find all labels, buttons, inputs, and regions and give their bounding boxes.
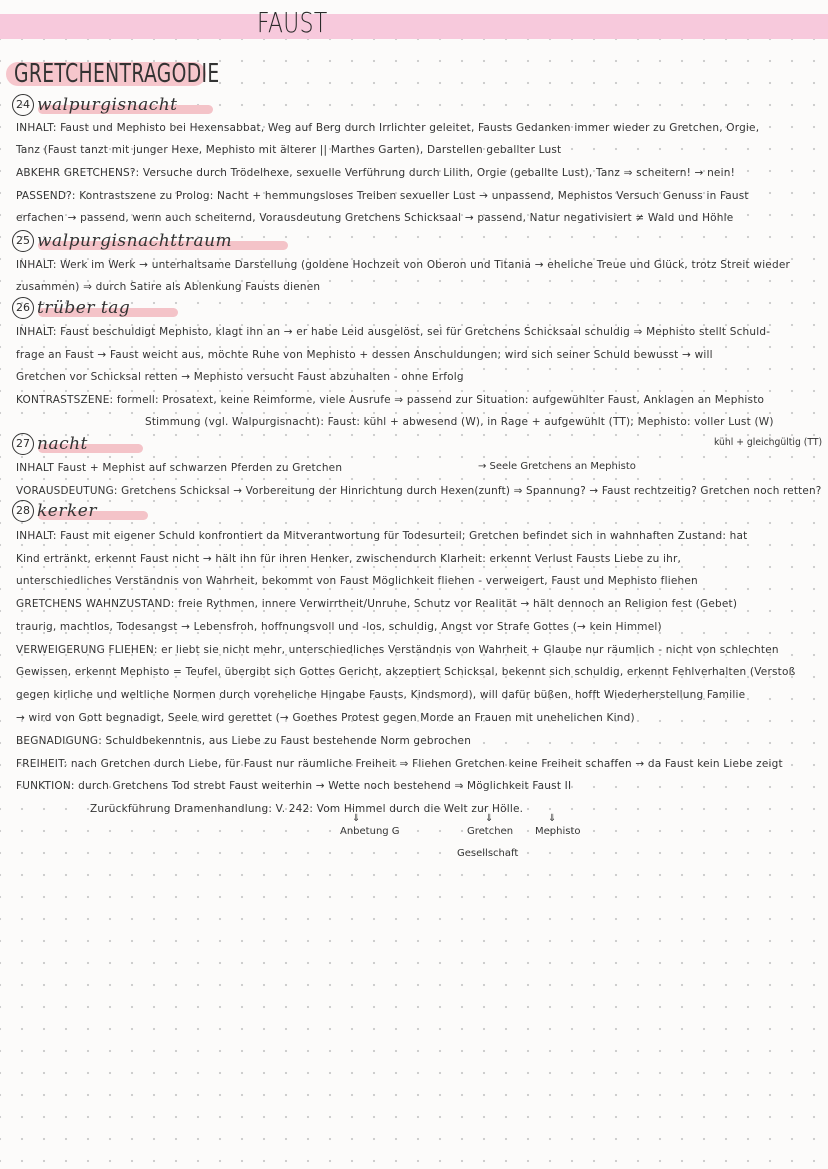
section-number: 28 [12, 500, 34, 522]
section-heading-26 [12, 297, 130, 319]
text-line: GRETCHENS WAHNZUSTAND: freie Rythmen, innere Verwirrtheit/Unruhe, Schutz vor Realität → hält dennoch an Religion fest (Gebet) [16, 598, 738, 610]
section-number: 26 [12, 297, 34, 319]
text-line: PASSEND?: Kontrastszene zu Prolog: Nacht + hemmungsloses Treiben sexueller Lust → unpassend, Mephistos Versuch Genuss in Faust [16, 190, 749, 202]
page-title: FAUST [257, 6, 328, 39]
text-line: BEGNADIGUNG: Schuldbekenntnis, aus Liebe zu Faust bestehende Norm gebrochen [16, 735, 472, 747]
text-line: Zurückführung Dramenhandlung: V. 242: Vom Himmel durch die Welt zur Hölle. [90, 803, 524, 815]
text-line: INHALT: Faust mit eigener Schuld konfrontiert da Mitverantwortung für Todesurteil; Gretchen befindet sich in wahnhaften Zustand: hat [16, 530, 748, 542]
section-number: 25 [12, 230, 34, 252]
text-line: traurig, machtlos, Todesangst → Lebensfroh, hoffnungsvoll und -los, schuldig, Angst vor Strafe Gottes (→ kein Himmel) [16, 621, 662, 633]
text-line: INHALT: Faust beschuldigt Mephisto, klagt ihn an → er habe Leid ausgelöst, sei für Gretchens Schicksaal schuldig ⇒ Mephisto stellt Schuld- [16, 326, 771, 338]
text-line: INHALT: Werk im Werk → unterhaltsame Darstellung (goldene Hochzeit von Oberon und Titania → eheliche Treue und Glück, trotz Streit wieder [16, 259, 791, 271]
text-line: gegen kirliche und weltliche Normen durch voreheliche Hingabe Fausts, Kindsmord), will dafür büßen, hofft Wiederherstellung Familie [16, 689, 746, 701]
text-line: INHALT: Faust und Mephisto bei Hexensabbat, Weg auf Berg durch Irrlichter geleitet, Fausts Gedanken immer wieder zu Gretchen, Orgie, [16, 122, 760, 134]
section-heading-24 [12, 94, 178, 116]
text-line: Gewissen, erkennt Mephisto = Teufel, übergibt sich Gottes Gericht, akzeptiert Schicksal, bekennt sich schuldig, erkennt Fehlverhalten (Verstoß [16, 666, 796, 678]
text-line: Gesellschaft [457, 848, 519, 859]
text-line: Anbetung G [340, 826, 400, 837]
text-line: → Seele Gretchens an Mephisto [478, 461, 636, 472]
text-line: FUNKTION: durch Gretchens Tod strebt Faust weiterhin → Wette noch bestehend ⇒ Möglichkeit Faust II [16, 780, 572, 792]
section-heading-28 [12, 500, 97, 522]
text-line: VERWEIGERUNG FLIEHEN: er liebt sie nicht mehr, unterschiedliches Verständnis von Wahrheit + Glaube nur räumlich - nicht von schlechten [16, 644, 779, 656]
text-line: erfachen → passend, wenn auch scheiternd, Vorausdeutung Gretchens Schicksaal → passend, Natur negativisiert ≠ Wald und Höhle [16, 212, 734, 224]
section-name: kerker [37, 501, 97, 521]
text-line: Gretchen [467, 826, 514, 837]
down-arrow-icon: ⇓ [548, 813, 557, 824]
down-arrow-icon: ⇓ [352, 813, 361, 824]
text-line: Gretchen vor Schicksal retten → Mephisto versucht Faust abzuhalten - ohne Erfolg [16, 371, 464, 383]
text-line: Stimmung (vgl. Walpurgisnacht): Faust: kühl + abwesend (W), in Rage + aufgewühlt (TT); Mephisto: voller Lust (W) [145, 416, 774, 428]
text-line: Mephisto [535, 826, 581, 837]
section-name: walpurgisnachttraum [37, 231, 233, 251]
section-number: 24 [12, 94, 34, 116]
text-line: unterschiedliches Verständnis von Wahrheit, bekommt von Faust Möglichkeit fliehen - verweigert, Faust und Mephisto fliehen [16, 575, 698, 587]
down-arrow-icon: ⇓ [485, 813, 494, 824]
section-heading-25 [12, 230, 232, 252]
text-line: → wird von Gott begnadigt, Seele wird gerettet (→ Goethes Protest gegen Morde an Frauen mit unehelichen Kind) [16, 712, 635, 724]
text-line: Tanz (Faust tanzt mit junger Hexe, Mephisto mit älterer || Marthes Garten), Darstellen geballter Lust [16, 144, 562, 156]
section-name: nacht [37, 434, 88, 454]
section-name: trüber tag [37, 298, 131, 318]
text-line: KONTRASTSZENE: formell: Prosatext, keine Reimforme, viele Ausrufe ⇒ passend zur Situation: aufgewühlter Faust, Anklagen an Mephisto [16, 394, 765, 406]
section-number: 27 [12, 433, 34, 455]
text-line: INHALT Faust + Mephist auf schwarzen Pferden zu Gretchen [16, 462, 343, 474]
text-line: Kind ertränkt, erkennt Faust nicht → hält ihn für ihren Henker, zwischendurch Klarheit: erkennt Verlust Fausts Liebe zu ihr, [16, 553, 682, 565]
text-line: ABKEHR GRETCHENS?: Versuche durch Trödelhexe, sexuelle Verführung durch Lilith, Orgie (geballte Lust), Tanz ⇒ scheitern! → nein! [16, 167, 735, 179]
section-name: walpurgisnacht [37, 95, 178, 115]
text-line: kühl + gleichgültig (TT) [714, 437, 823, 448]
main-heading: GRETCHENTRAGODIE [14, 59, 220, 89]
section-heading-27 [12, 433, 88, 455]
text-line: FREIHEIT: nach Gretchen durch Liebe, für Faust nur räumliche Freiheit ⇒ Fliehen Gretchen keine Freiheit schaffen → da Faust kein Liebe zeigt [16, 758, 783, 770]
text-line: frage an Faust → Faust weicht aus, möchte Ruhe von Mephisto + dessen Anschuldungen; wird sich seiner Schuld bewusst → will [16, 349, 713, 361]
text-line: VORAUSDEUTUNG: Gretchens Schicksal → Vorbereitung der Hinrichtung durch Hexen(zunft) ⇒ Spannung? → Faust rechtzeitig? Gretchen noch retten? [16, 485, 822, 497]
text-line: zusammen) ⇒ durch Satire als Ablenkung Fausts dienen [16, 281, 321, 293]
title-banner [0, 14, 828, 39]
